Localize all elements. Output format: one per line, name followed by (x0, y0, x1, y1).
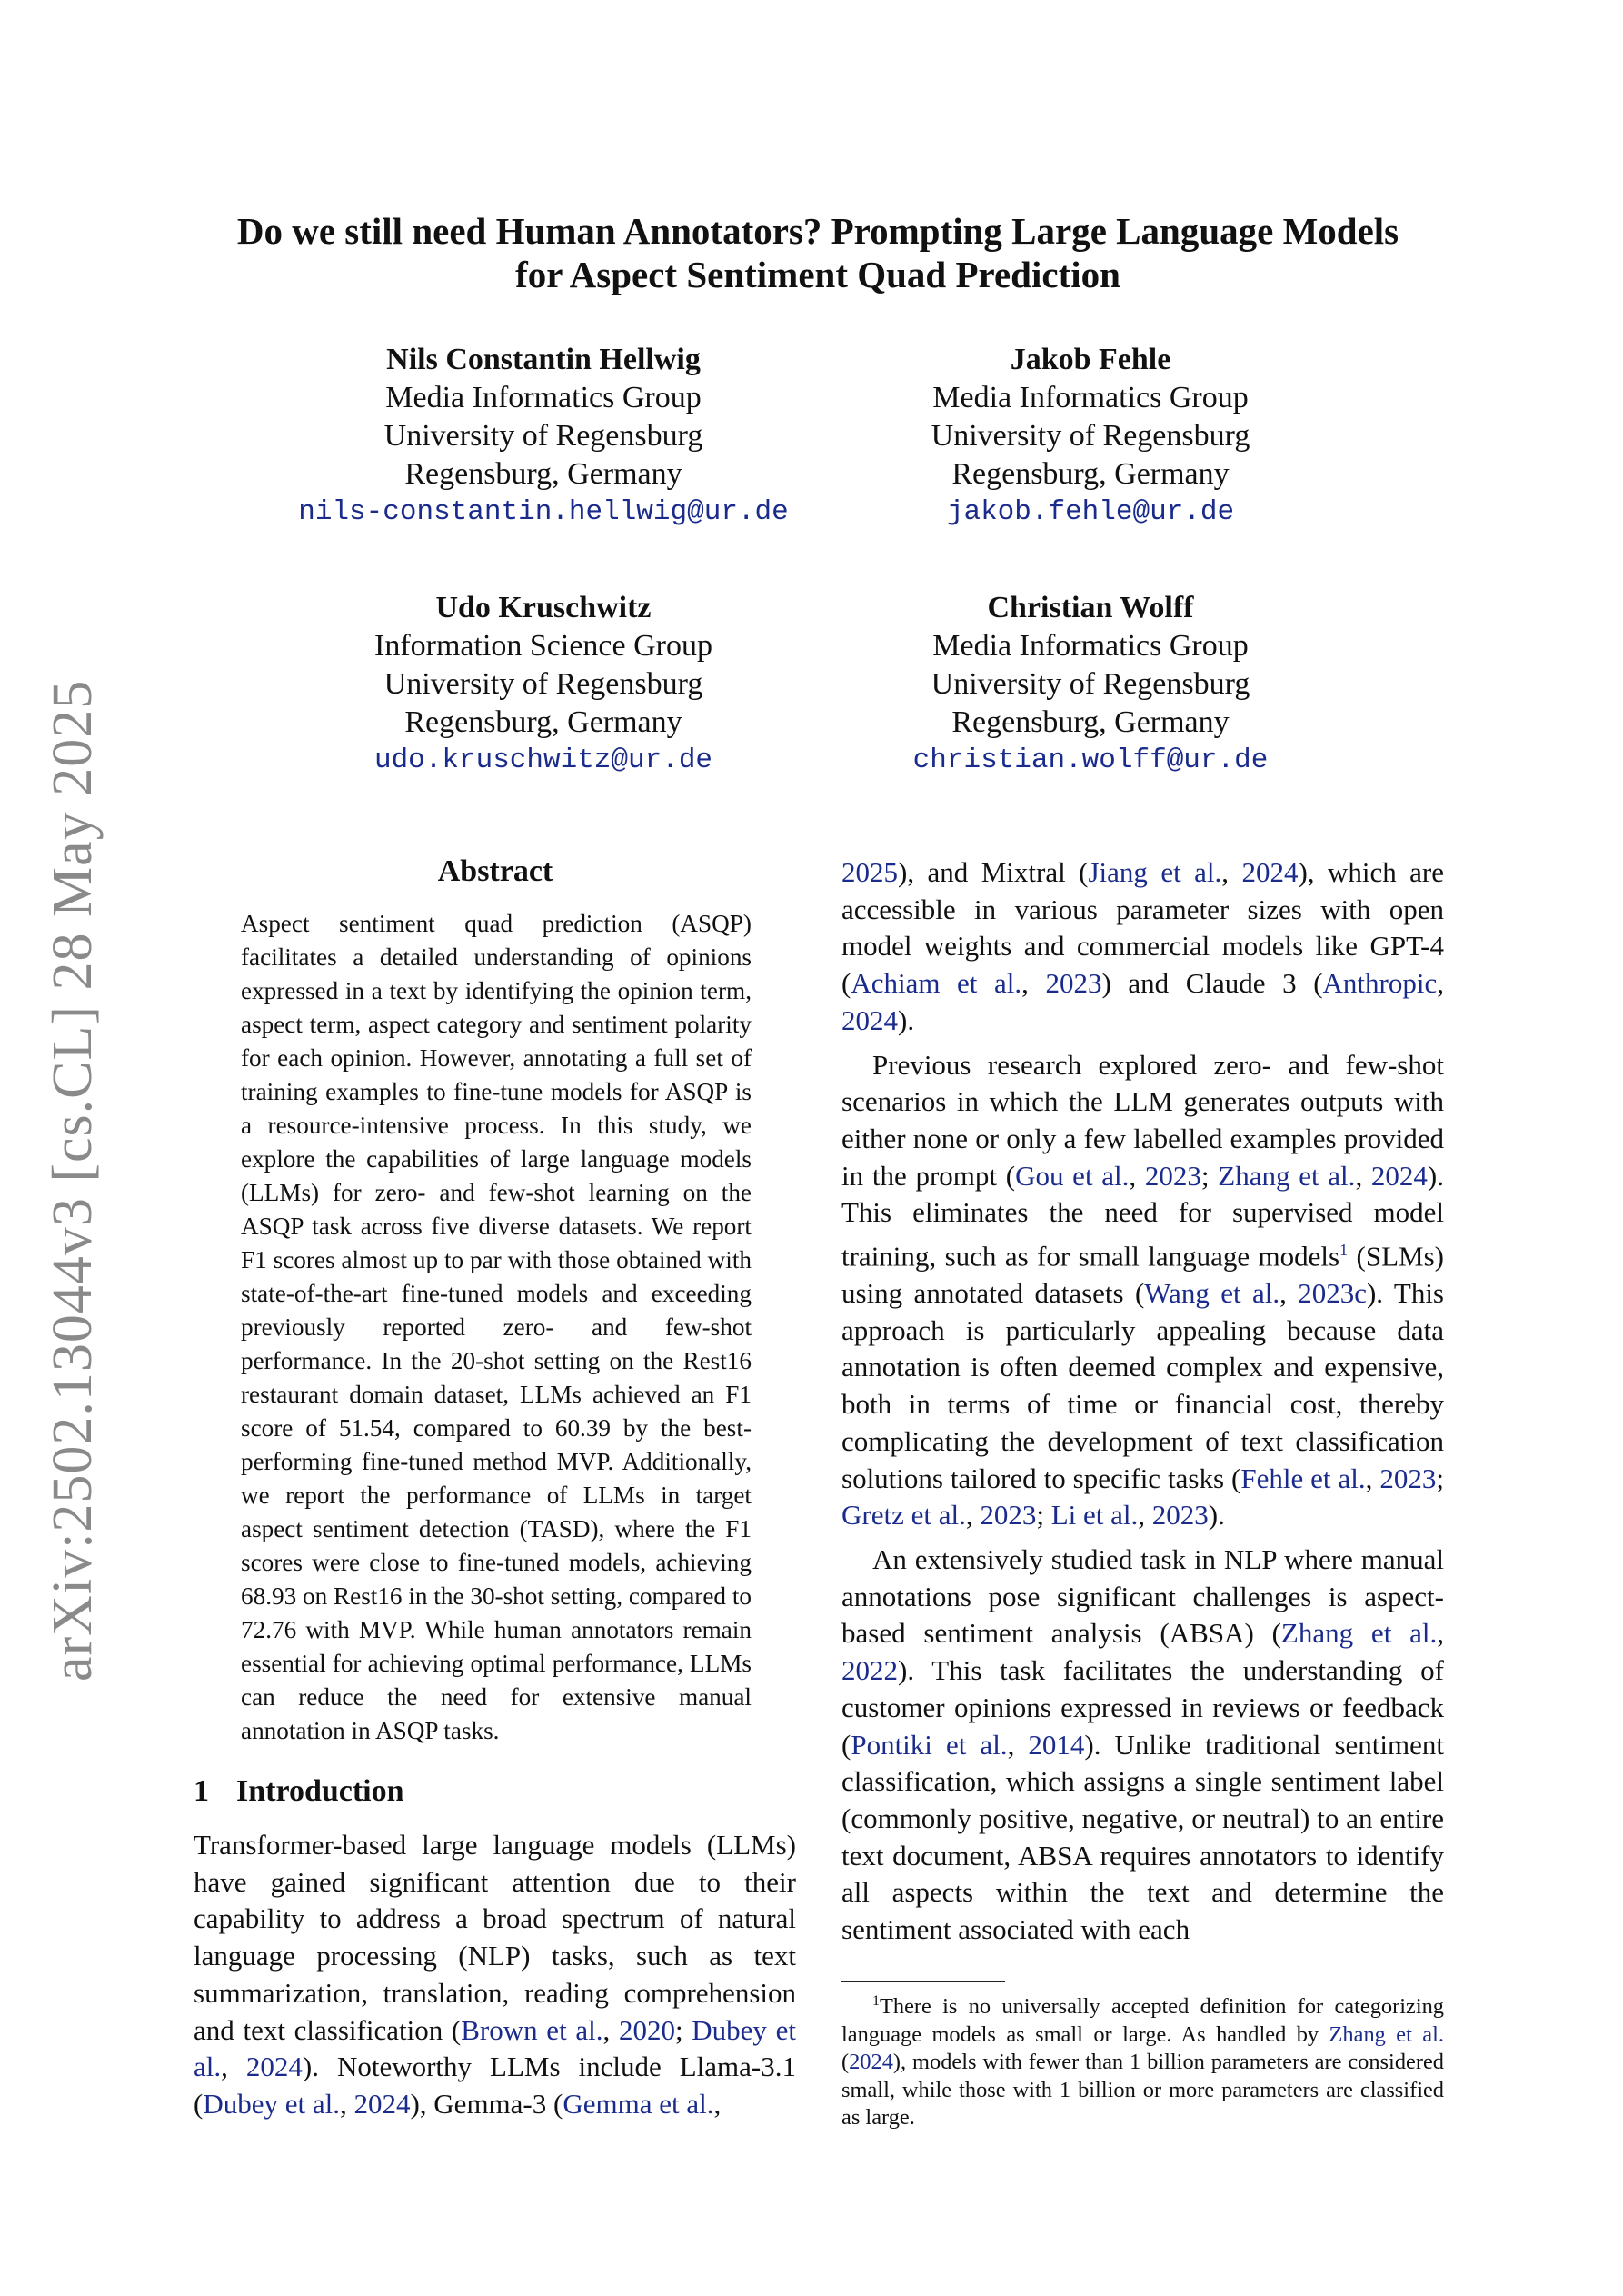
footnote-mark: 1 (872, 1993, 880, 2009)
author-city: Regensburg, Germany (951, 457, 1230, 491)
author-university: University of Regensburg (931, 419, 1250, 453)
citation-link[interactable]: 2023 (980, 1499, 1037, 1532)
intro-paragraph-continued: 2025), and Mixtral (Jiang et al., 2024), which are accessible in various parameter sizes with open model weights and commercial models like GPT-4 (Achiam et al., 2023) and Claude 3 (Anthropic, 2024). (841, 856, 1444, 1036)
citation-link[interactable]: Dubey et al. (194, 2013, 796, 2083)
intro-paragraph-previous-research: Previous research explored zero- and few-shot scenarios in which the LLM generates outputs with either none or only a few labelled examples provided in the prompt (Gou et al., 2023; Zhang et al., 2024). This eliminates the need for supervised model training, such as for small language models$^1$ (SLMs) using annotated datasets (Wang et al., 2023c). This approach is particularly appealing because data annotation is often deemed complex and expensive, both in terms of time or financial cost, thereby complicating the development of text classification solutions tailored to specific tasks (Fehle et al., 2023; Gretz et al., 2023; Li et al., 2023). (841, 1048, 1445, 1532)
author-name: Nils Constantin Hellwig (386, 343, 701, 376)
citation-link[interactable]: 2020 (618, 2013, 675, 2046)
citation-link[interactable]: 2024 (1370, 1159, 1428, 1192)
citation-link[interactable]: Pontiki et al. (851, 1728, 1008, 1761)
author-block-wolff (800, 589, 1381, 780)
citation-link[interactable]: 2023 (1151, 1499, 1209, 1532)
citation-link[interactable]: Zhang et al. (1218, 1159, 1356, 1192)
citation-link[interactable]: Achiam et al. (851, 967, 1022, 1000)
author-name: Christian Wolff (987, 591, 1194, 624)
citation-link[interactable]: 2025 (841, 856, 898, 888)
citation-link[interactable]: Zhang et al. (1280, 1617, 1438, 1650)
title-line-2: for Aspect Sentiment Quad Prediction (515, 254, 1120, 295)
author-city: Regensburg, Germany (404, 705, 682, 739)
footnote-marker-link[interactable]: 1 (1339, 1241, 1349, 1260)
author-group: Information Science Group (374, 629, 712, 663)
author-block-kruschwitz (253, 589, 834, 780)
introduction-paragraph-left: Transformer-based large language models (LLMs) have gained significant attention due to their capability to address a broad spectrum of natural language processing (NLP) tasks, such as text summarization, translation, reading comprehension and text classification (Brown et al., 2020; Dubey et al., 2024). Noteworthy LLMs include Llama-3.1 (Dubey et al., 2024), Gemma-3 (Gemma et al., (194, 1829, 797, 2120)
author-email-link[interactable]: jakob.fehle@ur.de (946, 496, 1235, 528)
author-group: Media Informatics Group (385, 381, 702, 414)
citation-link[interactable]: 2023 (1379, 1462, 1437, 1494)
paper-title (145, 209, 1490, 296)
abstract-text: Aspect sentiment quad prediction (ASQP) facilitates a detailed understanding of opinions expressed in a text by identifying the opinion term, aspect term, aspect category and sentiment polarity for each opinion. However, annotating a full set of training examples to fine-tune models for ASQP is a resource-intensive process. In this study, we explore the capabilities of large language models (LLMs) for zero- and few-shot learning on the ASQP task across five diverse datasets. We report F1 scores almost up to par with those obtained with state-of-the-art fine-tuned models and exceeding previously reported zero- and few-shot performance. In the 20-shot setting on the Rest16 restaurant domain dataset, LLMs achieved an F1 score of 51.54, compared to 60.39 by the best-performing fine-tuned method MVP. Additionally, we report the performance of LLMs in target aspect sentiment detection (TASD), where the F1 scores were close to fine-tuned models, achieving 68.93 on Rest16 in the 30-shot setting, compared to 72.76 with MVP. While human annotators remain essential for achieving optimal performance, LLMs can reduce the need for extensive manual annotation in ASQP tasks. (241, 910, 752, 1744)
author-university: University of Regensburg (383, 667, 703, 701)
author-group: Media Informatics Group (932, 381, 1249, 414)
author-email-link[interactable]: christian.wolff@ur.de (912, 744, 1269, 776)
citation-link[interactable]: 2024 (245, 2051, 303, 2083)
section-heading-introduction (194, 1774, 404, 1809)
section-number: 1 (194, 1774, 209, 1808)
citation-link[interactable]: Gou et al. (1015, 1159, 1130, 1192)
citation-link[interactable]: 2024 (849, 2050, 893, 2075)
author-name: Jakob Fehle (1010, 343, 1171, 376)
citation-link[interactable]: 2023 (1144, 1159, 1201, 1192)
author-city: Regensburg, Germany (404, 457, 682, 491)
citation-link[interactable]: 2023 (1045, 967, 1102, 1000)
section-title: Introduction (236, 1774, 404, 1808)
author-university: University of Regensburg (383, 419, 703, 453)
citation-link[interactable]: Gretz et al. (841, 1499, 966, 1532)
author-name: Udo Kruschwitz (435, 591, 652, 624)
footnote-divider (841, 1981, 1005, 1982)
author-block-fehle (800, 341, 1381, 532)
citation-link[interactable]: 2022 (841, 1654, 898, 1687)
author-email-link[interactable]: nils-constantin.hellwig@ur.de (298, 496, 789, 528)
citation-link[interactable]: Brown et al. (461, 2013, 603, 2046)
author-city: Regensburg, Germany (951, 705, 1230, 739)
citation-link[interactable]: Jiang et al. (1088, 856, 1222, 888)
author-block-hellwig (253, 341, 834, 532)
abstract-heading: Abstract (437, 854, 553, 888)
citation-link[interactable]: 2014 (1028, 1728, 1085, 1761)
right-column (841, 854, 1444, 1956)
citation-link[interactable]: Zhang et al. (1329, 2021, 1444, 2047)
citation-link[interactable]: Li et al. (1050, 1499, 1139, 1532)
footnote: $^1$There is no universally accepted definition for categorizing language models as small or large. As handled by Zhang et al. (2024), models with fewer than 1 billion parameters are considered small, while those with 1 billion or more parameters are classified as large. (841, 1993, 1444, 2131)
author-email-link[interactable]: udo.kruschwitz@ur.de (373, 744, 713, 776)
citation-link[interactable]: 2024 (841, 1003, 898, 1036)
title-line-1: Do we still need Human Annotators? Prompting Large Language Models (236, 210, 1399, 252)
arxiv-identifier-stamp: arXiv:2502.13044v3 [cs.CL] 28 May 2025 (42, 679, 104, 1682)
citation-link[interactable]: Anthropic (1322, 967, 1438, 1000)
citation-link[interactable]: 2024 (1241, 856, 1299, 888)
citation-link[interactable]: 2024 (353, 2087, 411, 2120)
intro-paragraph-absa: An extensively studied task in NLP where manual annotations pose significant challenges is aspect-based sentiment analysis (ABSA) (Zhang et al., 2022). This task facilitates the understanding of customer opinions expressed in reviews or feedback (Pontiki et al., 2014). Unlike traditional sentiment classification, which assigns a single sentiment label (commonly positive, negative, or neutral) to an entire text document, ABSA requires annotators to identify all aspects within the text and determine the sentiment associated with each (841, 1542, 1445, 1946)
citation-link[interactable]: Fehle et al. (1240, 1462, 1366, 1494)
citation-link[interactable]: Dubey et al. (203, 2087, 340, 2120)
author-group: Media Informatics Group (932, 629, 1249, 663)
citation-link[interactable]: 2023c (1298, 1277, 1367, 1310)
citation-link[interactable]: Gemma et al. (563, 2087, 714, 2120)
author-university: University of Regensburg (931, 667, 1250, 701)
citation-link[interactable]: Wang et al. (1144, 1277, 1280, 1310)
